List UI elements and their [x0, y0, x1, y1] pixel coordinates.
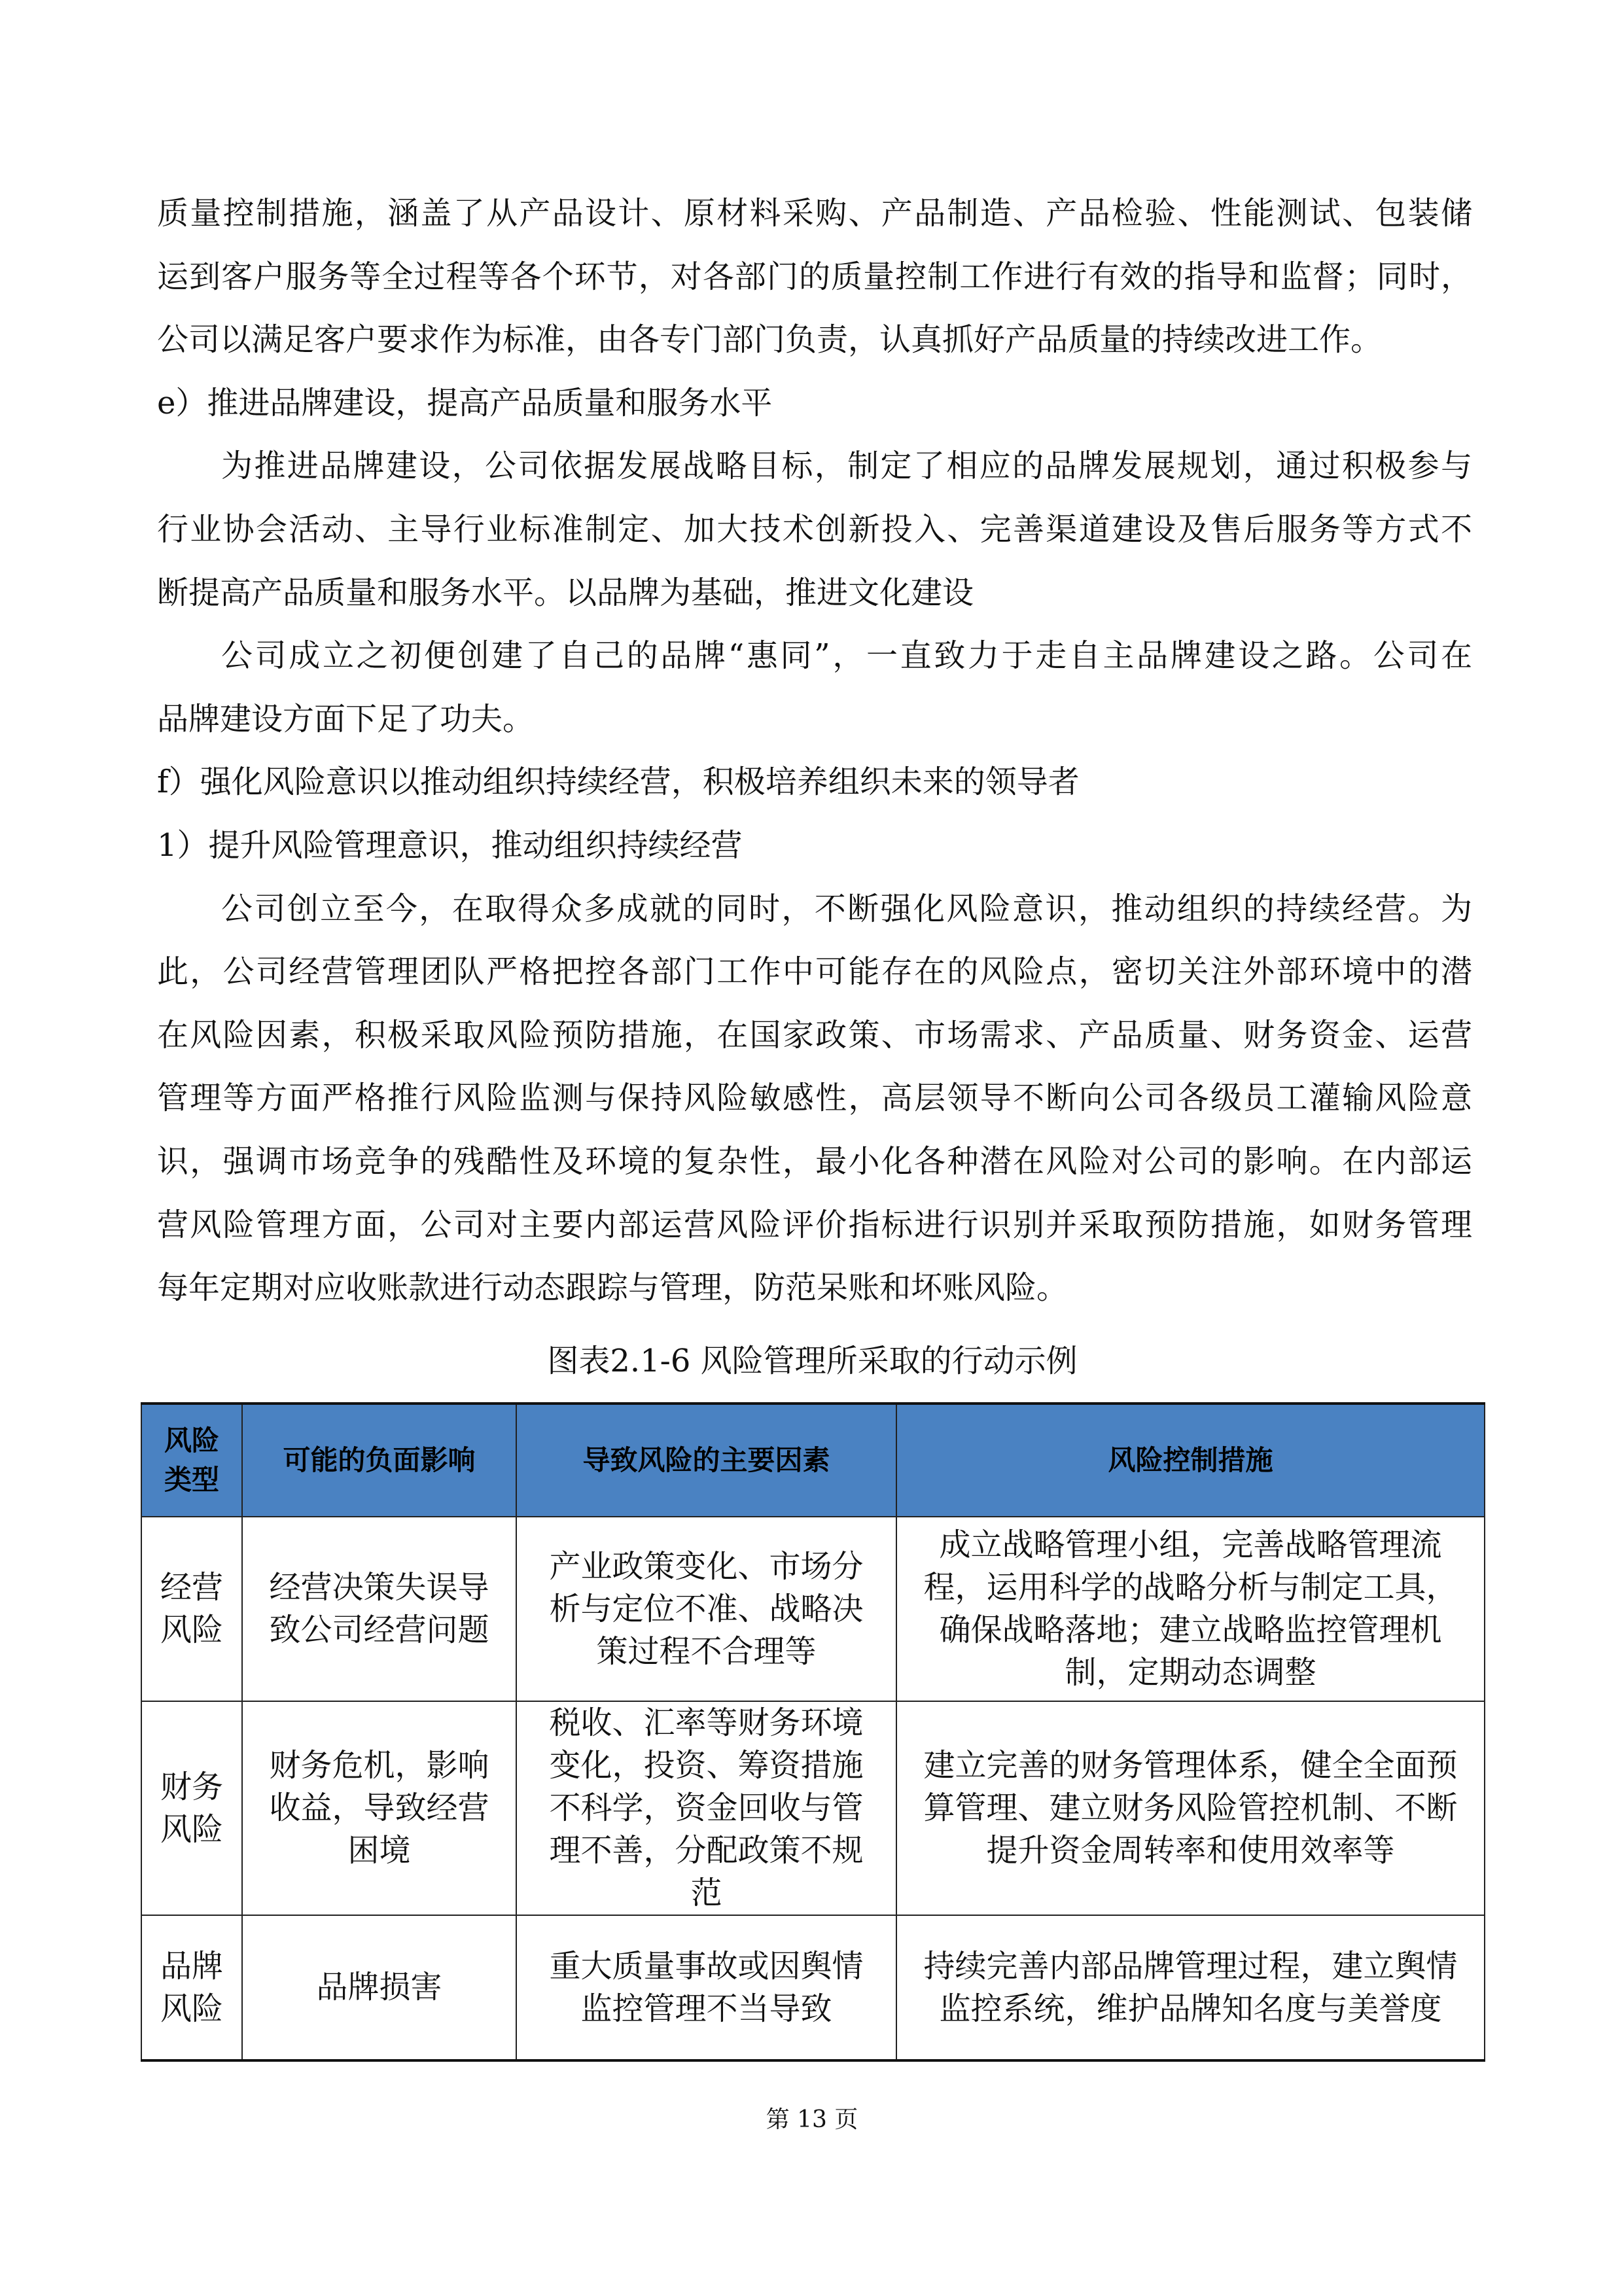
- cell-line: 监控管理不当导致: [580, 1990, 832, 2027]
- risk-type-line2: 风险: [160, 1810, 223, 1848]
- header-risk-type-line2: 类型: [164, 1464, 219, 1496]
- body-line: 管理等方面严格推行风险监测与保持风险敏感性，高层领导不断向公司各级员工灌输风险意: [157, 1080, 1472, 1116]
- risk-type-line1: 经营: [160, 1569, 223, 1606]
- cell-line: 收益，导致经营: [269, 1790, 489, 1826]
- table-caption: 图表2.1-6 风险管理所采取的行动示例: [547, 1343, 1078, 1379]
- body-line: 断提高产品质量和服务水平。以品牌为基础，推进文化建设: [157, 574, 974, 611]
- header-negative-impact: 可能的负面影响: [242, 1404, 516, 1517]
- page-number: 第 13 页: [766, 2106, 858, 2133]
- header-risk-type-line1: 风险: [164, 1424, 219, 1457]
- body-line: 识，强调市场竞争的残酷性及环境的复杂性，最小化各种潜在风险对公司的影响。在内部运: [157, 1143, 1472, 1180]
- body-line: 质量控制措施，涵盖了从产品设计、原材料采购、产品制造、产品检验、性能测试、包装储: [157, 195, 1472, 232]
- cell-line: 困境: [347, 1832, 411, 1869]
- cell-line: 制，定期动态调整: [1065, 1654, 1316, 1691]
- cell-line: 建立完善的财务管理体系，健全全面预: [923, 1747, 1458, 1784]
- body-line: 营风险管理方面，公司对主要内部运营风险评价指标进行识别并采取预防措施，如财务管理: [157, 1207, 1472, 1243]
- body-line: 在风险因素，积极采取风险预防措施，在国家政策、市场需求、产品质量、财务资金、运营: [157, 1017, 1472, 1053]
- cell-impact: [242, 1701, 516, 1915]
- cell-measures: [896, 1517, 1485, 1701]
- risk-type-line1: 品牌: [160, 1947, 223, 1985]
- cell-impact: [242, 1517, 516, 1701]
- cell-factors: [516, 1915, 896, 2060]
- cell-impact: [242, 1915, 516, 2060]
- cell-line: 算管理、建立财务风险管控机制、不断: [923, 1790, 1458, 1826]
- cell-risk-type: [141, 1915, 242, 2060]
- cell-line: 持续完善内部品牌管理过程，建立舆情: [923, 1947, 1458, 1985]
- body-line: 公司成立之初便创建了自己的品牌“惠同”，一直致力于走自主品牌建设之路。公司在: [221, 637, 1472, 674]
- cell-line: 析与定位不准、战略决: [549, 1590, 864, 1627]
- cell-factors: [516, 1701, 896, 1915]
- body-line: 公司以满足客户要求作为标准，由各专门部门负责，认真抓好产品质量的持续改进工作。: [157, 321, 1383, 358]
- cell-line: 财务危机，影响: [269, 1747, 489, 1784]
- cell-line: 确保战略落地；建立战略监控管理机: [939, 1612, 1442, 1648]
- risk-type-line1: 财务: [160, 1768, 223, 1805]
- body-line: 每年定期对应收账款进行动态跟踪与管理，防范呆账和坏账风险。: [157, 1269, 1068, 1306]
- body-line: 公司创立至今，在取得众多成就的同时，不断强化风险意识，推动组织的持续经营。为: [221, 891, 1472, 927]
- cell-line: 理不善，分配政策不规: [549, 1832, 864, 1869]
- cell-line: 品牌损害: [316, 1969, 442, 2005]
- header-control-measures: 风险控制措施: [896, 1404, 1485, 1517]
- cell-line: 范: [690, 1875, 722, 1911]
- table-row: [141, 1517, 1485, 1701]
- body-line: 为推进品牌建设，公司依据发展战略目标，制定了相应的品牌发展规划，通过积极参与: [221, 448, 1472, 484]
- cell-measures: [896, 1915, 1485, 2060]
- cell-line: 不科学，资金回收与管: [549, 1790, 864, 1826]
- cell-line: 程，运用科学的战略分析与制定工具，: [923, 1569, 1458, 1606]
- body-line: 1）提升风险管理意识，推动组织持续经营: [157, 827, 743, 864]
- header-main-factors: 导致风险的主要因素: [516, 1404, 896, 1517]
- cell-line: 产业政策变化、市场分: [549, 1547, 864, 1585]
- body-line: 品牌建设方面下足了功夫。: [157, 701, 535, 737]
- body-line: e）推进品牌建设，提高产品质量和服务水平: [157, 385, 773, 421]
- table-row: [141, 1915, 1485, 2060]
- cell-line: 变化，投资、筹资措施: [549, 1747, 864, 1784]
- cell-measures: [896, 1701, 1485, 1915]
- cell-line: 监控系统，维护品牌知名度与美誉度: [939, 1990, 1442, 2027]
- table-header-row: [141, 1404, 1485, 1517]
- risk-type-line2: 风险: [160, 1990, 223, 2027]
- cell-line: 提升资金周转率和使用效率等: [986, 1832, 1395, 1869]
- cell-line: 策过程不合理等: [596, 1633, 817, 1670]
- body-line: 运到客户服务等全过程等各个环节，对各部门的质量控制工作进行有效的指导和监督；同时，: [157, 258, 1472, 295]
- cell-line: 重大质量事故或因舆情: [549, 1947, 864, 1985]
- cell-line: 税收、汇率等财务环境: [549, 1704, 864, 1741]
- cell-risk-type: [141, 1701, 242, 1915]
- header-risk-type: [141, 1404, 242, 1517]
- body-line: 此，公司经营管理团队严格把控各部门工作中可能存在的风险点，密切关注外部环境中的潜: [157, 953, 1472, 990]
- cell-risk-type: [141, 1517, 242, 1701]
- body-line: f）强化风险意识以推动组织持续经营，积极培养组织未来的领导者: [157, 764, 1080, 800]
- risk-management-table: [141, 1402, 1485, 2062]
- body-line: 行业协会活动、主导行业标准制定、加大技术创新投入、完善渠道建设及售后服务等方式不: [157, 511, 1472, 548]
- cell-line: 经营决策失误导: [269, 1569, 489, 1606]
- cell-factors: [516, 1517, 896, 1701]
- cell-line: 成立战略管理小组，完善战略管理流: [939, 1527, 1442, 1563]
- cell-line: 致公司经营问题: [269, 1612, 489, 1648]
- risk-type-line2: 风险: [160, 1612, 223, 1648]
- table-row: [141, 1701, 1485, 1915]
